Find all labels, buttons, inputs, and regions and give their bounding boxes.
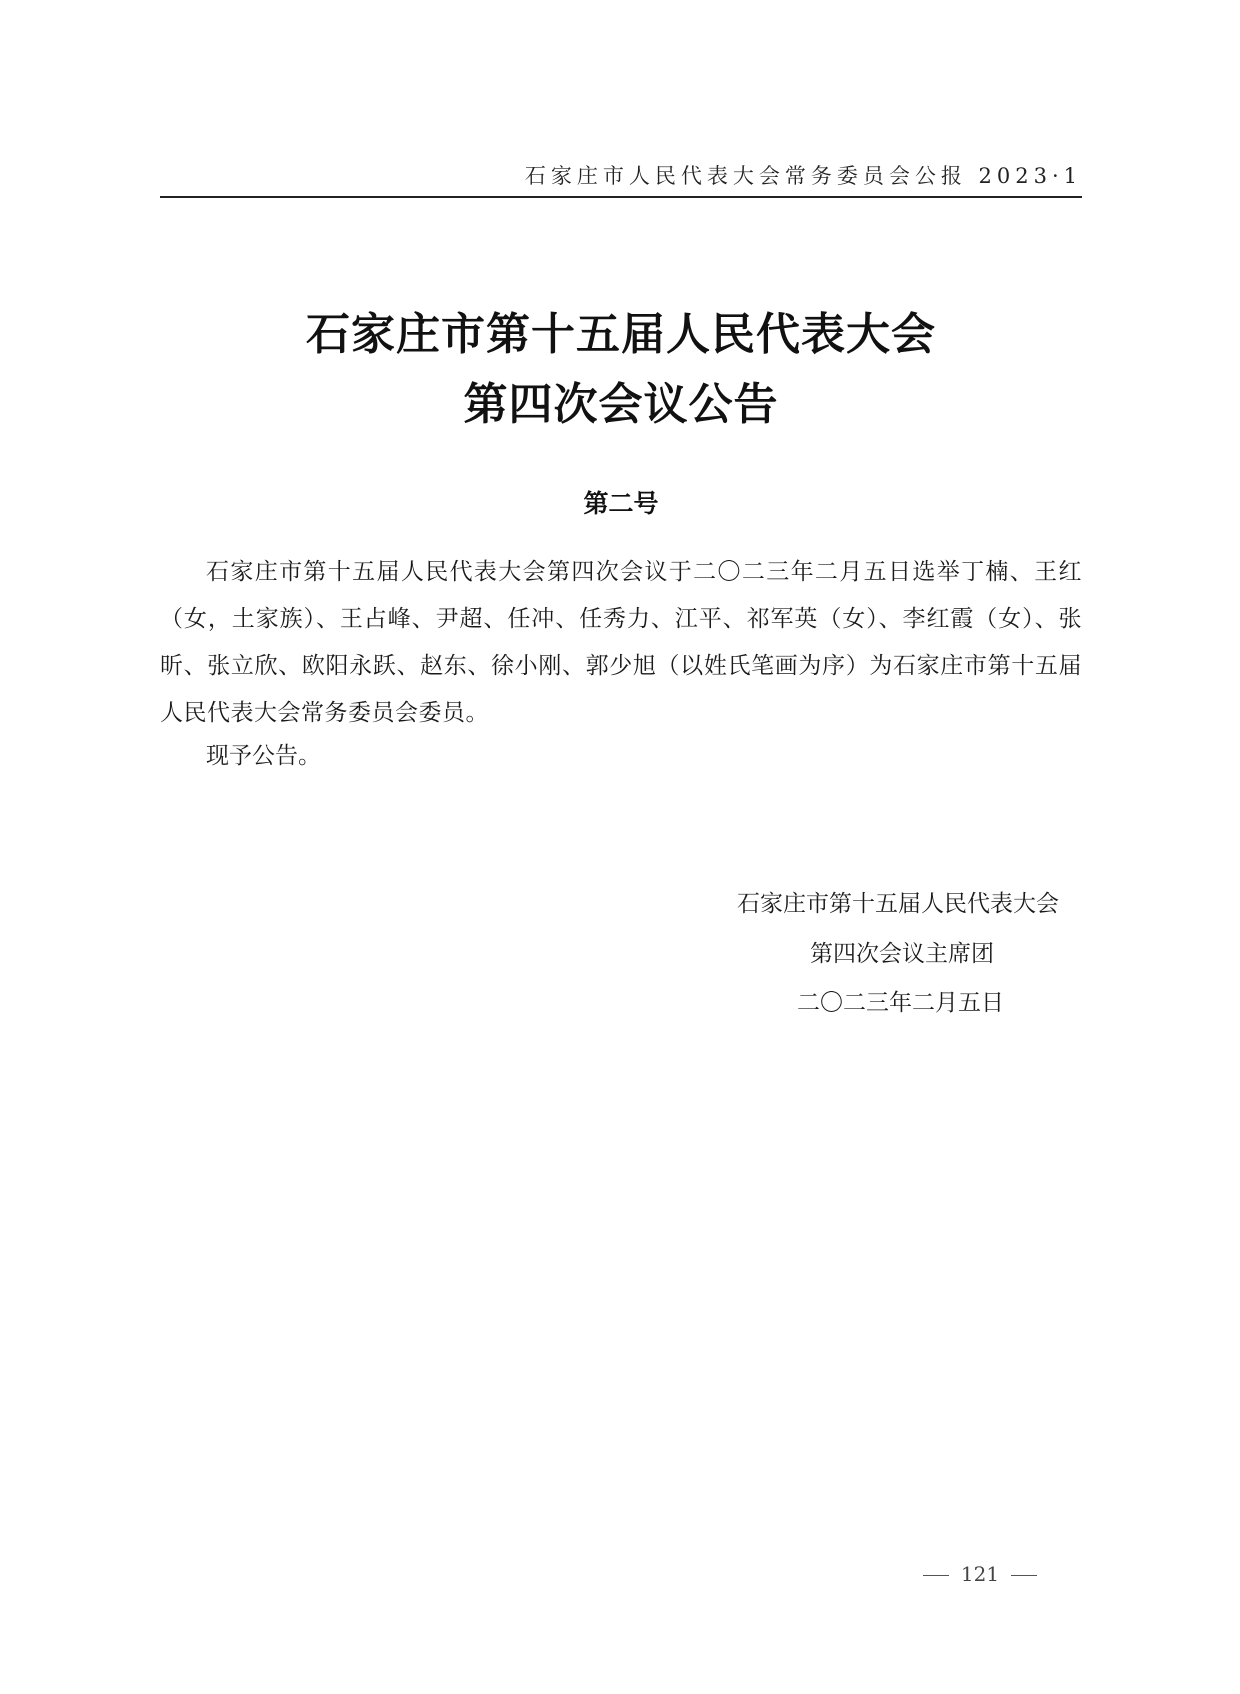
dash-right — [1011, 1575, 1037, 1576]
announcement-closing: 现予公告。 — [206, 743, 321, 769]
document-title-line1: 石家庄市第十五届人民代表大会 — [306, 309, 936, 360]
document-title-line2: 第四次会议公告 — [463, 379, 779, 430]
announcement-number: 第二号 — [583, 489, 659, 518]
page-number: 121 — [960, 1562, 1000, 1586]
running-header: 石家庄市人民代表大会常务委员会公报 2023·1 — [524, 164, 1082, 188]
announcement-body: 石家庄市第十五届人民代表大会第四次会议于二〇二三年二月五日选举丁楠、王红（女，土家族）、王占峰、尹超、任冲、任秀力、江平、祁军英（女）、李红霞（女）、张昕、张立欣、欧阳永跃、赵东、徐小刚、郭少旭（以姓氏笔画为序）为石家庄市第十五届人民代表大会常务委员会委员。 — [160, 559, 1082, 726]
page-footer — [900, 1562, 1060, 1586]
signature-organization: 石家庄市第十五届人民代表大会 — [737, 891, 1059, 917]
dash-left — [923, 1575, 949, 1576]
signature-presidium: 第四次会议主席团 — [810, 941, 994, 967]
signature-date: 二〇二三年二月五日 — [797, 990, 1004, 1016]
header-rule — [160, 196, 1082, 198]
